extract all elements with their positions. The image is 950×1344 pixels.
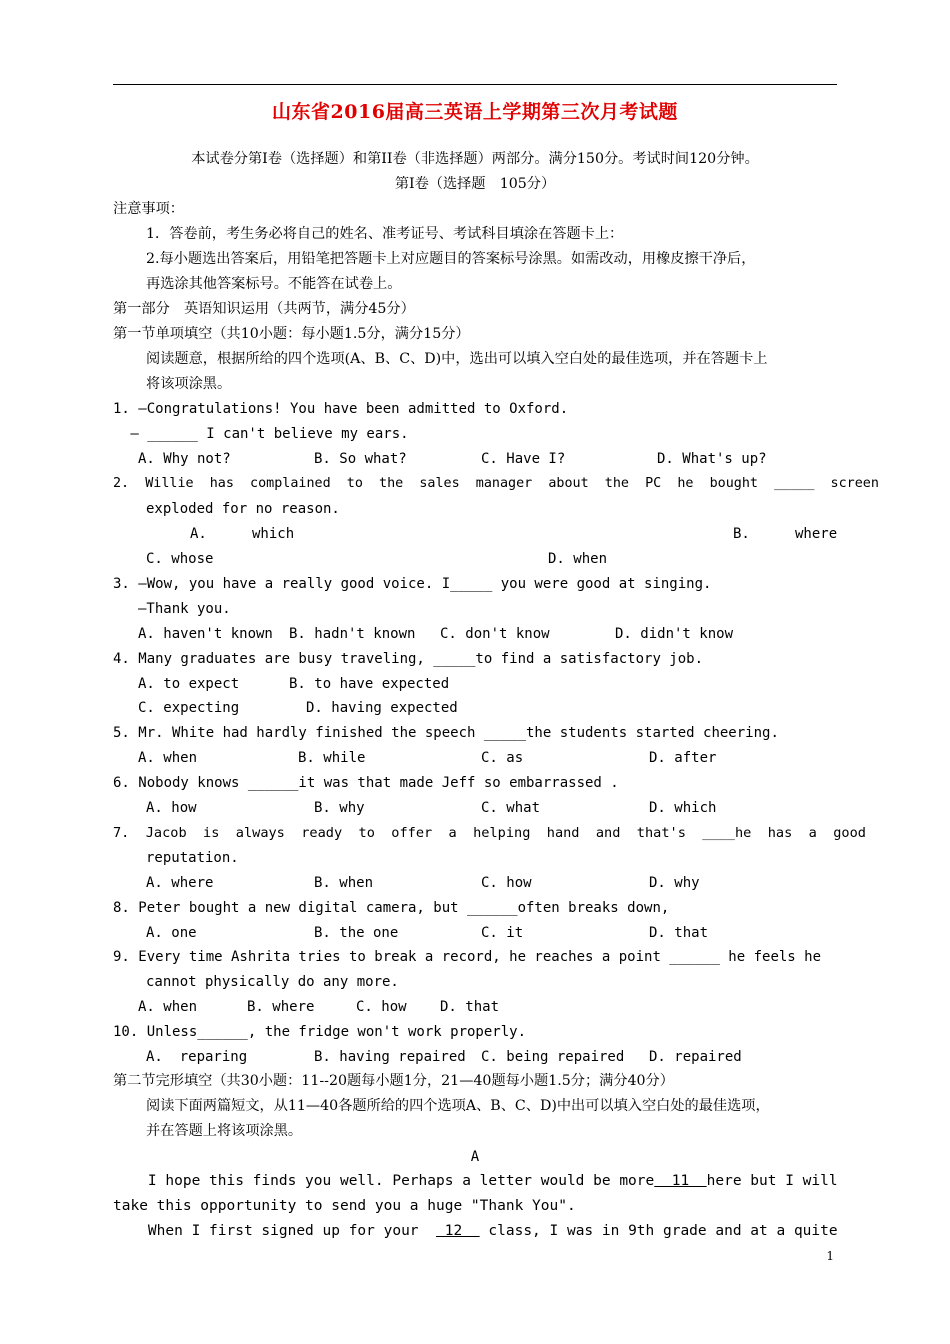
blank-12: 12 — [436, 1223, 480, 1239]
option: which — [252, 526, 295, 542]
option: A. Why not? — [138, 451, 231, 467]
option: A. one — [146, 925, 197, 941]
option: D. didn't know — [615, 626, 734, 642]
question-line: exploded for no reason. — [146, 501, 340, 517]
section2-instr-b: 并在答题上将该项涂黑。 — [146, 1123, 303, 1139]
notice-heading: 注意事项： — [113, 201, 184, 217]
option: D. that — [649, 925, 709, 941]
option: C. expecting — [138, 700, 240, 716]
option: A. reparing — [146, 1049, 248, 1065]
option: B. to have expected — [289, 676, 450, 692]
option: D. that — [440, 999, 500, 1015]
option: D. why — [649, 875, 700, 891]
notice-item-1: 1．答卷前，考生务必将自己的姓名、准考证号、考试科目填涂在答题卡上： — [146, 226, 624, 242]
option: A. when — [138, 999, 198, 1015]
blank-11: 11 — [654, 1173, 707, 1189]
option: D. which — [649, 800, 717, 816]
question-line: 8. Peter bought a new digital camera, but ______often breaks down, — [113, 900, 670, 916]
question-line: reputation. — [146, 850, 239, 866]
option: B. So what? — [314, 451, 407, 467]
option: B. why — [314, 800, 365, 816]
passage-line-2: take this opportunity to send you a huge "Thank You". — [113, 1198, 576, 1214]
option: A. to expect — [138, 676, 240, 692]
option: A. when — [138, 750, 198, 766]
option: B. when — [314, 875, 374, 891]
option: B. where — [247, 999, 315, 1015]
question-line: 3. —Wow, you have a really good voice. I_____ you were good at singing. — [113, 576, 712, 592]
section1-heading: 第一节单项填空（共10小题：每小题1.5分，满分15分） — [113, 326, 470, 342]
option: D. after — [649, 750, 717, 766]
question-line: cannot physically do any more. — [146, 974, 399, 990]
option: B. hadn't known — [289, 626, 416, 642]
question-line: 5. Mr. White had hardly finished the speech _____the students started cheering. — [113, 725, 779, 741]
question-line: 2. Willie has complained to the sales manager about the PC he bought _____ screen — [113, 476, 879, 491]
option: A. haven't known — [138, 626, 273, 642]
option: where — [795, 526, 838, 542]
option: C. what — [481, 800, 541, 816]
section2-heading: 第二节完形填空（共30小题：11--20题每小题1分，21—40题每小题1.5分；满分40分） — [113, 1073, 674, 1089]
option: D. What's up? — [657, 451, 767, 467]
question-line: 4. Many graduates are busy traveling, _____to find a satisfactory job. — [113, 651, 704, 667]
notice-item-2b: 再选涂其他答案标号。不能答在试卷上。 — [146, 276, 402, 292]
section-part1: 第一部分 英语知识运用（共两节，满分45分） — [113, 301, 415, 317]
passage-label: A — [470, 1149, 480, 1165]
question-line: 1. —Congratulations! You have been admitted to Oxford. — [113, 401, 569, 417]
option: A. where — [146, 875, 214, 891]
option: C. it — [481, 925, 524, 941]
exam-title: 山东省2016届高三英语上学期第三次月考试题 — [272, 101, 678, 123]
page-number: 1 — [826, 1249, 834, 1263]
intro-text: 本试卷分第Ⅰ卷（选择题）和第II卷（非选择题）两部分。满分150分。考试时间120分钟。 — [191, 151, 759, 167]
option: A. how — [146, 800, 197, 816]
section1-instr-a: 阅读题意，根据所给的四个选项(A、B、C、D)中，选出可以填入空白处的最佳选项，并在答题卡上 — [146, 351, 768, 367]
option: D. having expected — [306, 700, 458, 716]
option: B. having repaired — [314, 1049, 466, 1065]
question-line: 10. Unless______, the fridge won't work properly. — [113, 1024, 527, 1040]
option: D. repaired — [649, 1049, 742, 1065]
option: C. how — [481, 875, 532, 891]
option: A. — [190, 526, 207, 542]
notice-item-2a: 2.每小题选出答案后，用铅笔把答题卡上对应题目的答案标号涂黑。如需改动，用橡皮擦干净后， — [146, 251, 756, 267]
option: C. being repaired — [481, 1049, 625, 1065]
option: B. — [733, 526, 750, 542]
option: B. while — [298, 750, 366, 766]
section2-instr-a: 阅读下面两篇短文，从11—40各题所给的四个选项A、B、C、D)中出可以填入空白处的最佳选项， — [146, 1098, 770, 1114]
passage-line-3: When I first signed up for your 12 class, I was in 9th grade and at a quite — [113, 1223, 838, 1239]
option: C. how — [356, 999, 407, 1015]
top-rule — [113, 84, 837, 85]
option: D. when — [548, 551, 608, 567]
question-line: 7. Jacob is always ready to offer a helping hand and that's ____he has a good — [113, 825, 866, 841]
section1-instr-b: 将该项涂黑。 — [146, 376, 232, 392]
question-line: — ______ I can't believe my ears. — [122, 426, 409, 442]
passage-line-1: I hope this finds you well. Perhaps a letter would be more 11 here but I will — [113, 1173, 838, 1189]
option: C. whose — [146, 551, 214, 567]
option: C. don't know — [440, 626, 550, 642]
option: C. Have I? — [481, 451, 566, 467]
option: B. the one — [314, 925, 399, 941]
part1-heading: 第Ⅰ卷（选择题 105分） — [394, 176, 556, 192]
question-line: —Thank you. — [138, 601, 231, 617]
question-line: 9. Every time Ashrita tries to break a record, he reaches a point ______ he feels he — [113, 949, 822, 965]
option: C. as — [481, 750, 524, 766]
question-line: 6. Nobody knows ______it was that made Jeff so embarrassed . — [113, 775, 619, 791]
